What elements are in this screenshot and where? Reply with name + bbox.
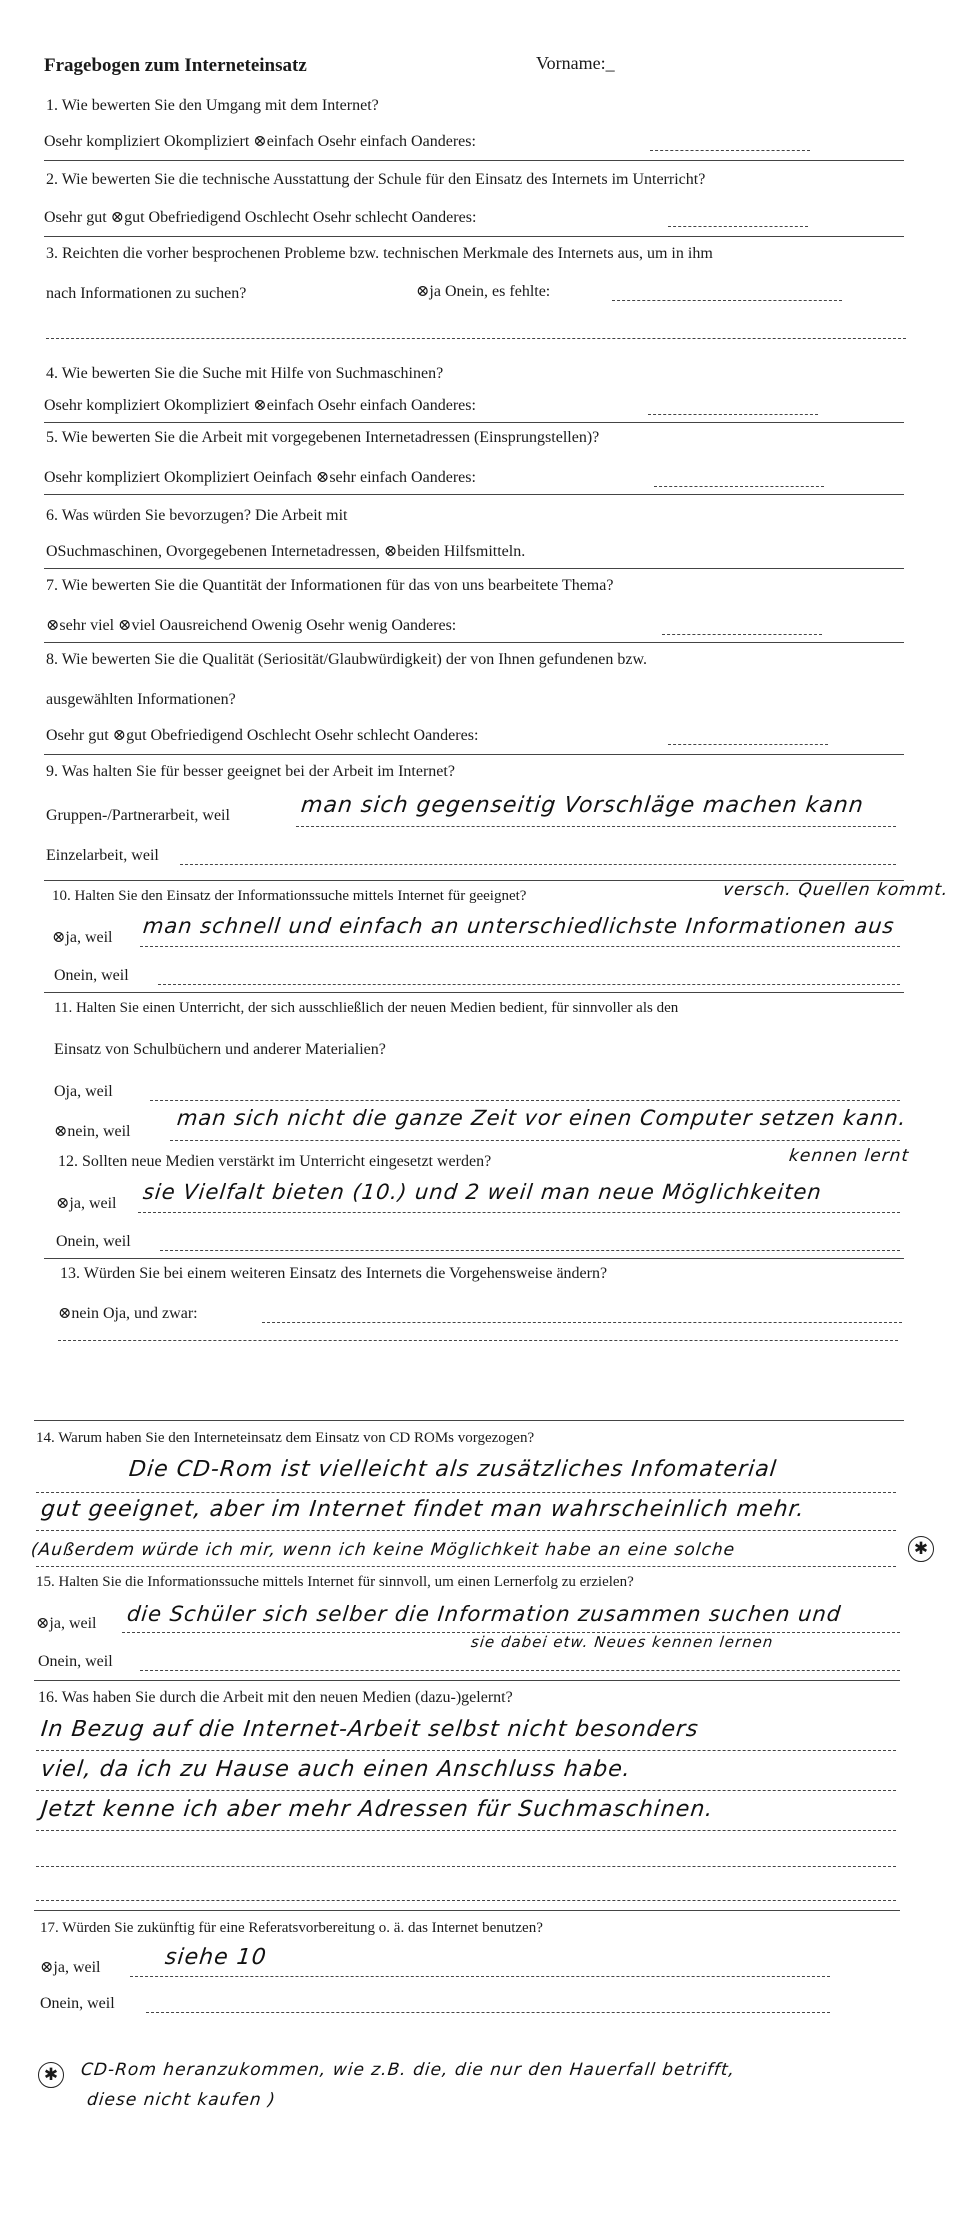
question-10-option-b[interactable]: Onein, weil: [54, 967, 129, 984]
answer-line: [160, 1250, 900, 1251]
question-8-line2: ausgewählten Informationen?: [46, 691, 236, 708]
divider: [44, 422, 904, 423]
question-16-answer-line-2: viel, da ich zu Hause auch einen Anschluss habe.: [39, 1757, 633, 1782]
question-6: 6. Was würden Sie bevorzugen? Die Arbeit mit: [46, 507, 348, 524]
question-17-option-a[interactable]: ⊗ja, weil: [40, 1959, 101, 1976]
question-6-options[interactable]: OSuchmaschinen, Ovorgegebenen Internetadressen, ⊗beiden Hilfsmitteln.: [46, 543, 526, 560]
answer-line: [46, 338, 906, 339]
question-8: 8. Wie bewerten Sie die Qualität (Seriosität/Glaubwürdigkeit) der von Ihnen gefundenen bzw.: [46, 651, 647, 668]
answer-line: [150, 1100, 900, 1101]
question-12-option-b[interactable]: Onein, weil: [56, 1233, 131, 1250]
answer-line: [36, 1866, 896, 1867]
question-10-answer-continuation: versch. Quellen kommt.: [722, 880, 950, 900]
answer-line: [36, 1830, 896, 1831]
answer-line: [296, 826, 896, 827]
divider: [44, 160, 904, 161]
question-3-line2: nach Informationen zu suchen?: [46, 285, 247, 302]
question-1-options[interactable]: Osehr kompliziert Okompliziert ⊗einfach Osehr einfach Oanderes:: [44, 133, 476, 150]
question-5-options[interactable]: Osehr kompliziert Okompliziert Oeinfach ⊗sehr einfach Oanderes:: [44, 469, 476, 486]
question-10-option-a[interactable]: ⊗ja, weil: [52, 929, 113, 946]
answer-line: [36, 1530, 896, 1531]
question-2: 2. Wie bewerten Sie die technische Ausstattung der Schule für den Einsatz des Internets im Unterricht?: [46, 171, 706, 188]
question-11: 11. Halten Sie einen Unterricht, der sich ausschließlich der neuen Medien bedient, für sinnvoller als den: [54, 1000, 679, 1016]
question-9-option-b[interactable]: Einzelarbeit, weil: [46, 847, 159, 864]
question-16-answer-line-1: In Bezug auf die Internet-Arbeit selbst nicht besonders: [39, 1717, 700, 1742]
divider: [44, 754, 904, 755]
footnote-star-icon: ✱: [38, 2062, 64, 2088]
question-8-options[interactable]: Osehr gut ⊗gut Obefriedigend Oschlecht Osehr schlecht Oanderes:: [46, 727, 479, 744]
question-9: 9. Was halten Sie für besser geeignet bei der Arbeit im Internet?: [46, 763, 455, 780]
question-17-answer-a: siehe 10: [163, 1945, 268, 1970]
answer-line: [146, 2012, 830, 2013]
question-9-answer-a: man sich gegenseitig Vorschläge machen kann: [299, 793, 866, 818]
question-17-option-b[interactable]: Onein, weil: [40, 1995, 115, 2012]
divider: [44, 494, 904, 495]
answer-line: [668, 744, 828, 745]
answer-line: [668, 226, 808, 227]
page-title: Fragebogen zum Interneteinsatz: [44, 55, 307, 76]
answer-line: [140, 1670, 900, 1671]
answer-line: [648, 414, 818, 415]
question-5: 5. Wie bewerten Sie die Arbeit mit vorgegebenen Internetadressen (Einsprungstellen)?: [46, 429, 600, 446]
question-11-answer-b: man sich nicht die ganze Zeit vor einen Computer setzen kann.: [175, 1106, 908, 1130]
vorname-label: Vorname:_: [536, 53, 615, 73]
question-14: 14. Warum haben Sie den Interneteinsatz dem Einsatz von CD ROMs vorgezogen?: [36, 1430, 535, 1446]
answer-line: [58, 1340, 898, 1341]
question-4-options[interactable]: Osehr kompliziert Okompliziert ⊗einfach Osehr einfach Oanderes:: [44, 397, 476, 414]
question-12-option-a[interactable]: ⊗ja, weil: [56, 1195, 117, 1212]
answer-line: [138, 1212, 900, 1213]
question-1: 1. Wie bewerten Sie den Umgang mit dem Internet?: [46, 97, 379, 114]
question-7-options[interactable]: ⊗sehr viel ⊗viel Oausreichend Owenig Osehr wenig Oanderes:: [46, 617, 457, 634]
question-17: 17. Würden Sie zukünftig für eine Referatsvorbereitung o. ä. das Internet benutzen?: [40, 1920, 543, 1936]
answer-line: [170, 1140, 900, 1141]
question-7: 7. Wie bewerten Sie die Quantität der Informationen für das von uns bearbeitete Thema?: [46, 577, 614, 594]
question-11-option-a[interactable]: Oja, weil: [54, 1083, 113, 1100]
question-2-options[interactable]: Osehr gut ⊗gut Obefriedigend Oschlecht Osehr schlecht Oanderes:: [44, 209, 477, 226]
answer-line: [140, 946, 900, 947]
answer-line: [36, 1492, 896, 1493]
divider: [34, 1680, 900, 1681]
question-14-answer-line-1: Die CD-Rom ist vielleicht als zusätzliches Infomaterial: [127, 1457, 779, 1482]
answer-line: [36, 1750, 896, 1751]
question-15-option-b[interactable]: Onein, weil: [38, 1653, 113, 1670]
answer-line: [36, 1900, 896, 1901]
answer-line: [36, 1566, 896, 1567]
divider: [34, 1420, 904, 1421]
divider: [44, 642, 904, 643]
divider: [44, 1258, 904, 1259]
question-10: 10. Halten Sie den Einsatz der Informationssuche mittels Internet für geeignet?: [52, 888, 527, 904]
answer-line: [158, 984, 900, 985]
question-12: 12. Sollten neue Medien verstärkt im Unterricht eingesetzt werden?: [58, 1153, 492, 1170]
question-15-option-a[interactable]: ⊗ja, weil: [36, 1615, 97, 1632]
question-15-answer-a-continuation: sie dabei etw. Neues kennen lernen: [470, 1633, 775, 1651]
question-15-answer-a: die Schüler sich selber die Information zusammen suchen und: [125, 1602, 843, 1626]
question-14-answer-line-3: (Außerdem würde ich mir, wenn ich keine Möglichkeit habe an eine solche: [30, 1540, 737, 1560]
question-9-option-a[interactable]: Gruppen-/Partnerarbeit, weil: [46, 807, 230, 824]
question-16: 16. Was haben Sie durch die Arbeit mit den neuen Medien (dazu-)gelernt?: [38, 1689, 513, 1706]
footnote-line-2: diese nicht kaufen ): [86, 2090, 277, 2110]
answer-line: [650, 150, 810, 151]
divider: [44, 568, 904, 569]
question-11-line2: Einsatz von Schulbüchern und anderer Materialien?: [54, 1041, 386, 1058]
divider: [44, 236, 904, 237]
answer-line: [36, 1790, 896, 1791]
divider: [44, 992, 904, 993]
question-13-options[interactable]: ⊗nein Oja, und zwar:: [58, 1305, 198, 1322]
question-16-answer-line-3: Jetzt kenne ich aber mehr Adressen für Suchmaschinen.: [39, 1797, 715, 1822]
question-12-answer-a: sie Vielfalt bieten (10.) und 2 weil man neue Möglichkeiten: [141, 1180, 824, 1204]
question-14-answer-line-2: gut geeignet, aber im Internet findet man wahrscheinlich mehr.: [39, 1497, 806, 1522]
answer-line: [180, 864, 896, 865]
question-13: 13. Würden Sie bei einem weiteren Einsatz des Internets die Vorgehensweise ändern?: [60, 1265, 608, 1282]
answer-line: [654, 486, 824, 487]
answer-line: [612, 300, 842, 301]
question-3: 3. Reichten die vorher besprochenen Probleme bzw. technischen Merkmale des Internets aus, um in ihm: [46, 245, 713, 262]
question-11-option-b[interactable]: ⊗nein, weil: [54, 1123, 131, 1140]
footnote-star-marker: ✱: [908, 1536, 934, 1562]
question-15: 15. Halten Sie die Informationssuche mittels Internet für sinnvoll, um einen Lernerfolg zu erzielen?: [36, 1574, 634, 1590]
footnote-line-1: CD-Rom heranzukommen, wie z.B. die, die nur den Hauerfall betrifft,: [80, 2060, 737, 2080]
question-3-options[interactable]: ⊗ja Onein, es fehlte:: [416, 283, 551, 300]
question-12-answer-continuation: kennen lernt: [788, 1146, 911, 1166]
question-10-answer-a: man schnell und einfach an unterschiedlichste Informationen aus: [141, 914, 896, 938]
answer-line: [662, 634, 822, 635]
answer-line: [130, 1976, 830, 1977]
question-4: 4. Wie bewerten Sie die Suche mit Hilfe von Suchmaschinen?: [46, 365, 444, 382]
answer-line: [262, 1322, 902, 1323]
divider: [34, 1910, 900, 1911]
